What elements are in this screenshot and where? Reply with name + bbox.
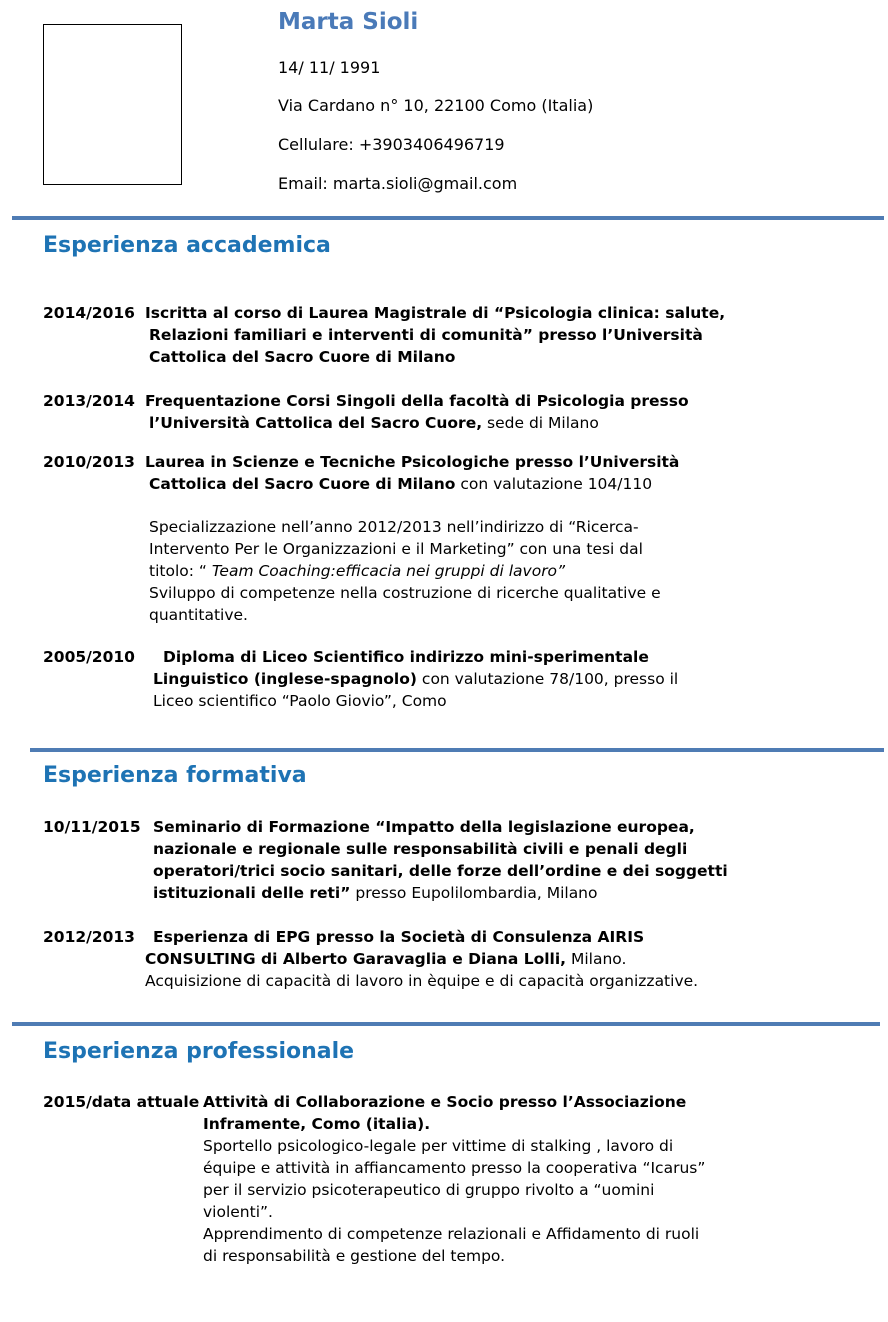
entry-description: quantitative. (149, 606, 248, 624)
entry-description: Specializzazione nell’anno 2012/2013 nell’indirizzo di “Ricerca- (149, 518, 639, 536)
candidate-name: Marta Sioli (278, 9, 419, 35)
entry-date: 2012/2013 (43, 928, 135, 946)
section-title-training: Esperienza formativa (43, 763, 307, 788)
section-title-professional: Esperienza professionale (43, 1039, 355, 1064)
entry-description: violenti”. (203, 1203, 273, 1221)
entry-date: 10/11/2015 (43, 818, 141, 836)
entry-text: Inframente, Como (italia). (203, 1115, 431, 1133)
entry-text: Esperienza di EPG presso la Società di Consulenza AIRIS (153, 928, 645, 946)
birth-date: 14/ 11/ 1991 (278, 58, 381, 77)
section-divider (30, 748, 884, 752)
section-title-academic: Esperienza accademica (43, 233, 331, 258)
entry-text: Laurea in Scienze e Tecniche Psicologiche presso l’Università (145, 453, 680, 471)
entry-date: 2013/2014 (43, 392, 135, 410)
entry-description: per il servizio psicoterapeutico di gruppo rivolto a “uomini (203, 1181, 655, 1199)
entry-date: 2015/data attuale (43, 1093, 200, 1111)
entry-description: di responsabilità e gestione del tempo. (203, 1247, 506, 1265)
phone: Cellulare: +3903406496719 (278, 135, 505, 154)
entry-text: Diploma di Liceo Scientifico indirizzo mini-sperimentale (163, 648, 649, 666)
entry-description: Apprendimento di competenze relazionali e Affidamento di ruoli (203, 1225, 700, 1243)
entry-date: 2014/2016 (43, 304, 135, 322)
entry-text: Linguistico (inglese-spagnolo) con valutazione 78/100, presso il (153, 670, 679, 688)
section-divider (12, 1022, 880, 1026)
entry-description: équipe e attività in affiancamento presso la cooperativa “Icarus” (203, 1159, 706, 1177)
entry-text: istituzionali delle reti” presso Eupolilombardia, Milano (153, 884, 598, 902)
email: Email: marta.sioli@gmail.com (278, 174, 518, 193)
entry-text: Frequentazione Corsi Singoli della facoltà di Psicologia presso (145, 392, 689, 410)
entry-description: titolo: “ Team Coaching:efficacia nei gruppi di lavoro” (149, 562, 566, 580)
photo-placeholder (43, 24, 182, 185)
address: Via Cardano n° 10, 22100 Como (Italia) (278, 96, 594, 115)
entry-description: Acquisizione di capacità di lavoro in èquipe e di capacità organizzative. (145, 972, 699, 990)
entry-text: nazionale e regionale sulle responsabilità civili e penali degli (153, 840, 688, 858)
entry-text: Iscritta al corso di Laurea Magistrale di “Psicologia clinica: salute, (145, 304, 726, 322)
entry-description: Sviluppo di competenze nella costruzione di ricerche qualitative e (149, 584, 661, 602)
entry-text: Cattolica del Sacro Cuore di Milano con valutazione 104/110 (149, 475, 653, 493)
entry-description: Intervento Per le Organizzazioni e il Marketing” con una tesi dal (149, 540, 643, 558)
entry-text: l’Università Cattolica del Sacro Cuore, sede di Milano (149, 414, 599, 432)
entry-text: Relazioni familiari e interventi di comunità” presso l’Università (149, 326, 703, 344)
entry-text: Seminario di Formazione “Impatto della legislazione europea, (153, 818, 695, 836)
entry-date: 2010/2013 (43, 453, 135, 471)
section-divider (12, 216, 884, 220)
entry-text: Cattolica del Sacro Cuore di Milano (149, 348, 456, 366)
entry-text: operatori/trici socio sanitari, delle forze dell’ordine e dei soggetti (153, 862, 728, 880)
entry-text: CONSULTING di Alberto Garavaglia e Diana Lolli, Milano. (145, 950, 627, 968)
entry-text: Liceo scientifico “Paolo Giovio”, Como (153, 692, 447, 710)
entry-description: Sportello psicologico-legale per vittime di stalking , lavoro di (203, 1137, 674, 1155)
entry-text: Attività di Collaborazione e Socio presso l’Associazione (203, 1093, 687, 1111)
entry-date: 2005/2010 (43, 648, 135, 666)
